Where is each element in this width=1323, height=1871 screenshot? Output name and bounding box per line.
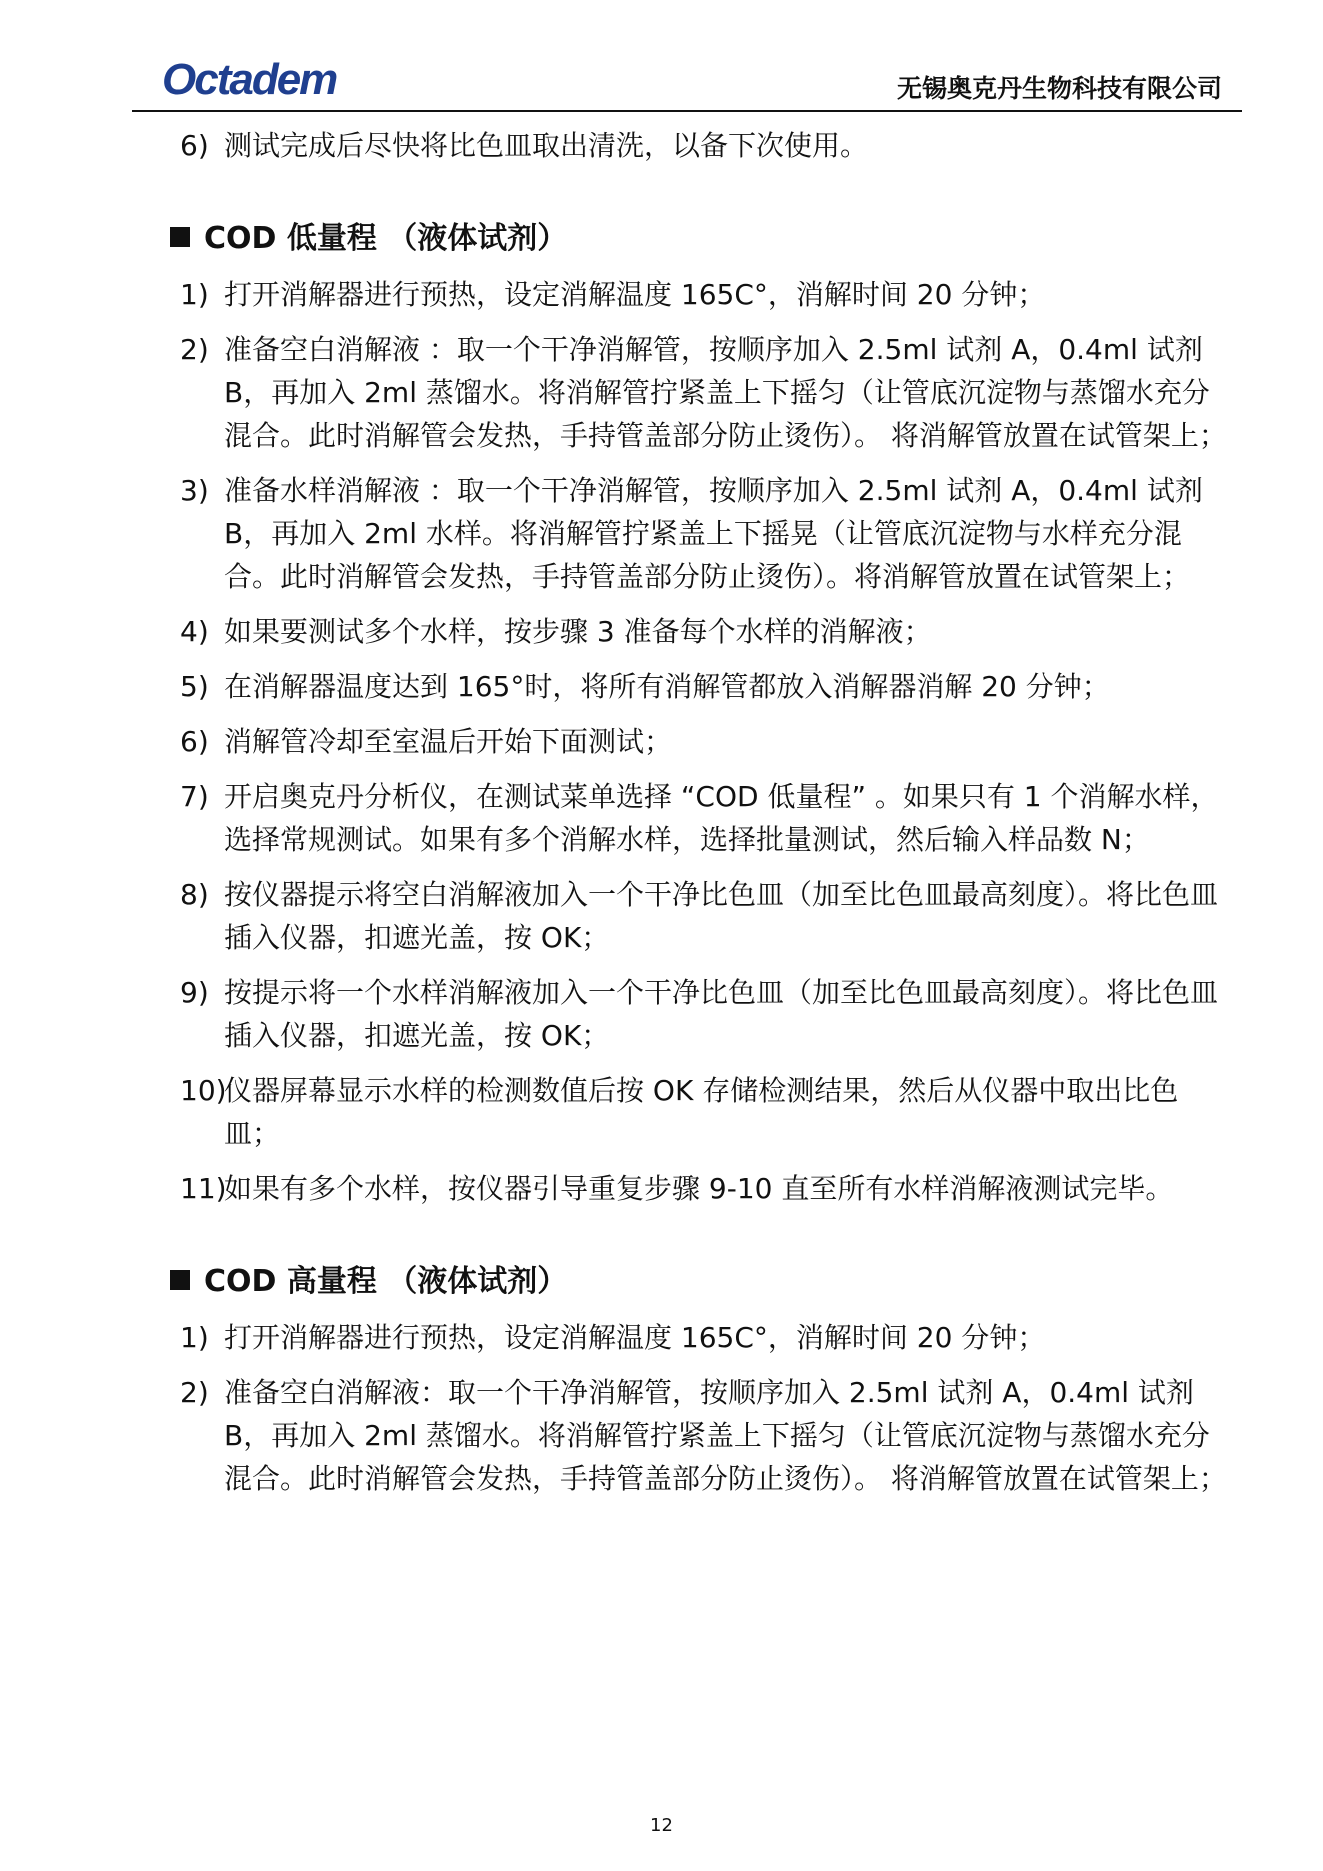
item-text: 消解管冷却至室温后开始下面测试；: [224, 725, 673, 758]
list-item: [180, 273, 1230, 316]
list-item: [180, 665, 1230, 708]
section-heading: [170, 217, 1230, 261]
square-bullet-icon: [170, 227, 190, 247]
item-number: 2): [180, 333, 209, 366]
item-text: 在消解器温度达到 165°时，将所有消解管都放入消解器消解 20 分钟；: [224, 670, 1110, 703]
item-text: 打开消解器进行预热，设定消解温度 165C°，消解时间 20 分钟；: [224, 278, 1046, 311]
item-text: 如果要测试多个水样，按步骤 3 准备每个水样的消解液；: [224, 615, 932, 648]
list-item: [180, 469, 1230, 598]
item-number: 4): [180, 615, 209, 648]
section-heading: [170, 1260, 1230, 1304]
header-divider: [132, 110, 1242, 112]
list-item: [180, 971, 1230, 1057]
list-item: [180, 1069, 1230, 1155]
item-number: 7): [180, 780, 209, 813]
item-number: 5): [180, 670, 209, 703]
section-title: COD 高量程 （液体试剂）: [204, 1264, 568, 1299]
item-text: 准备水样消解液 ：取一个干净消解管，按顺序加入 2.5ml 试剂 A，0.4ml 试剂 B，再加入 2ml 水样。将消解管拧紧盖上下摇晃（让管底沉淀物与水样充分混合。此时消解管会发热，手持管盖部分防止烫伤）。将消解管放置在试管架上；: [224, 474, 1203, 593]
list-item: [180, 1316, 1230, 1359]
item-number: 1): [180, 1321, 209, 1354]
item-text: 如果有多个水样，按仪器引导重复步骤 9-10 直至所有水样消解液测试完毕。: [224, 1172, 1174, 1205]
page-header: [132, 52, 1242, 112]
item-number: 6): [180, 129, 209, 162]
item-text: 准备空白消解液 ：取一个干净消解管，按顺序加入 2.5ml 试剂 A，0.4ml 试剂 B，再加入 2ml 蒸馏水。将消解管拧紧盖上下摇匀（让管底沉淀物与蒸馏水充分混合。此时消解管会发热，手持管盖部分防止烫伤）。 将消解管放置在试管架上；: [224, 333, 1227, 452]
item-number: 2): [180, 1376, 209, 1409]
list-item: [180, 1167, 1230, 1210]
item-number: 10): [180, 1074, 227, 1107]
item-number: 9): [180, 976, 209, 1009]
section-title: COD 低量程 （液体试剂）: [204, 221, 568, 256]
list-item: [180, 1371, 1230, 1500]
item-text: 准备空白消解液：取一个干净消解管，按顺序加入 2.5ml 试剂 A，0.4ml 试剂 B，再加入 2ml 蒸馏水。将消解管拧紧盖上下摇匀（让管底沉淀物与蒸馏水充分混合。此时消解管会发热，手持管盖部分防止烫伤）。 将消解管放置在试管架上；: [224, 1376, 1227, 1495]
item-text: 开启奥克丹分析仪，在测试菜单选择 “COD 低量程” 。如果只有 1 个消解水样，选择常规测试。如果有多个消解水样，选择批量测试，然后输入样品数 N；: [224, 780, 1219, 856]
list-item: [180, 720, 1230, 763]
list-item: [180, 775, 1230, 861]
item-text: 打开消解器进行预热，设定消解温度 165C°，消解时间 20 分钟；: [224, 1321, 1046, 1354]
company-logo: Octadem: [162, 55, 337, 104]
company-name: 无锡奥克丹生物科技有限公司: [896, 74, 1222, 103]
list-item: [180, 124, 1230, 167]
item-number: 3): [180, 474, 209, 507]
document-body: [180, 124, 1230, 1512]
page-number: 12: [650, 1815, 673, 1836]
item-text: 按仪器提示将空白消解液加入一个干净比色皿（加至比色皿最高刻度）。将比色皿插入仪器，扣遮光盖，按 OK；: [224, 878, 1219, 954]
list-item: [180, 873, 1230, 959]
list-item: [180, 328, 1230, 457]
item-text: 仪器屏幕显示水样的检测数值后按 OK 存储检测结果，然后从仪器中取出比色皿；: [224, 1074, 1179, 1150]
item-text: 按提示将一个水样消解液加入一个干净比色皿（加至比色皿最高刻度）。将比色皿插入仪器，扣遮光盖，按 OK；: [224, 976, 1219, 1052]
item-number: 6): [180, 725, 209, 758]
item-number: 11): [180, 1172, 227, 1205]
square-bullet-icon: [170, 1270, 190, 1290]
item-number: 1): [180, 278, 209, 311]
list-item: [180, 610, 1230, 653]
item-text: 测试完成后尽快将比色皿取出清洗，以备下次使用。: [224, 129, 869, 162]
item-number: 8): [180, 878, 209, 911]
